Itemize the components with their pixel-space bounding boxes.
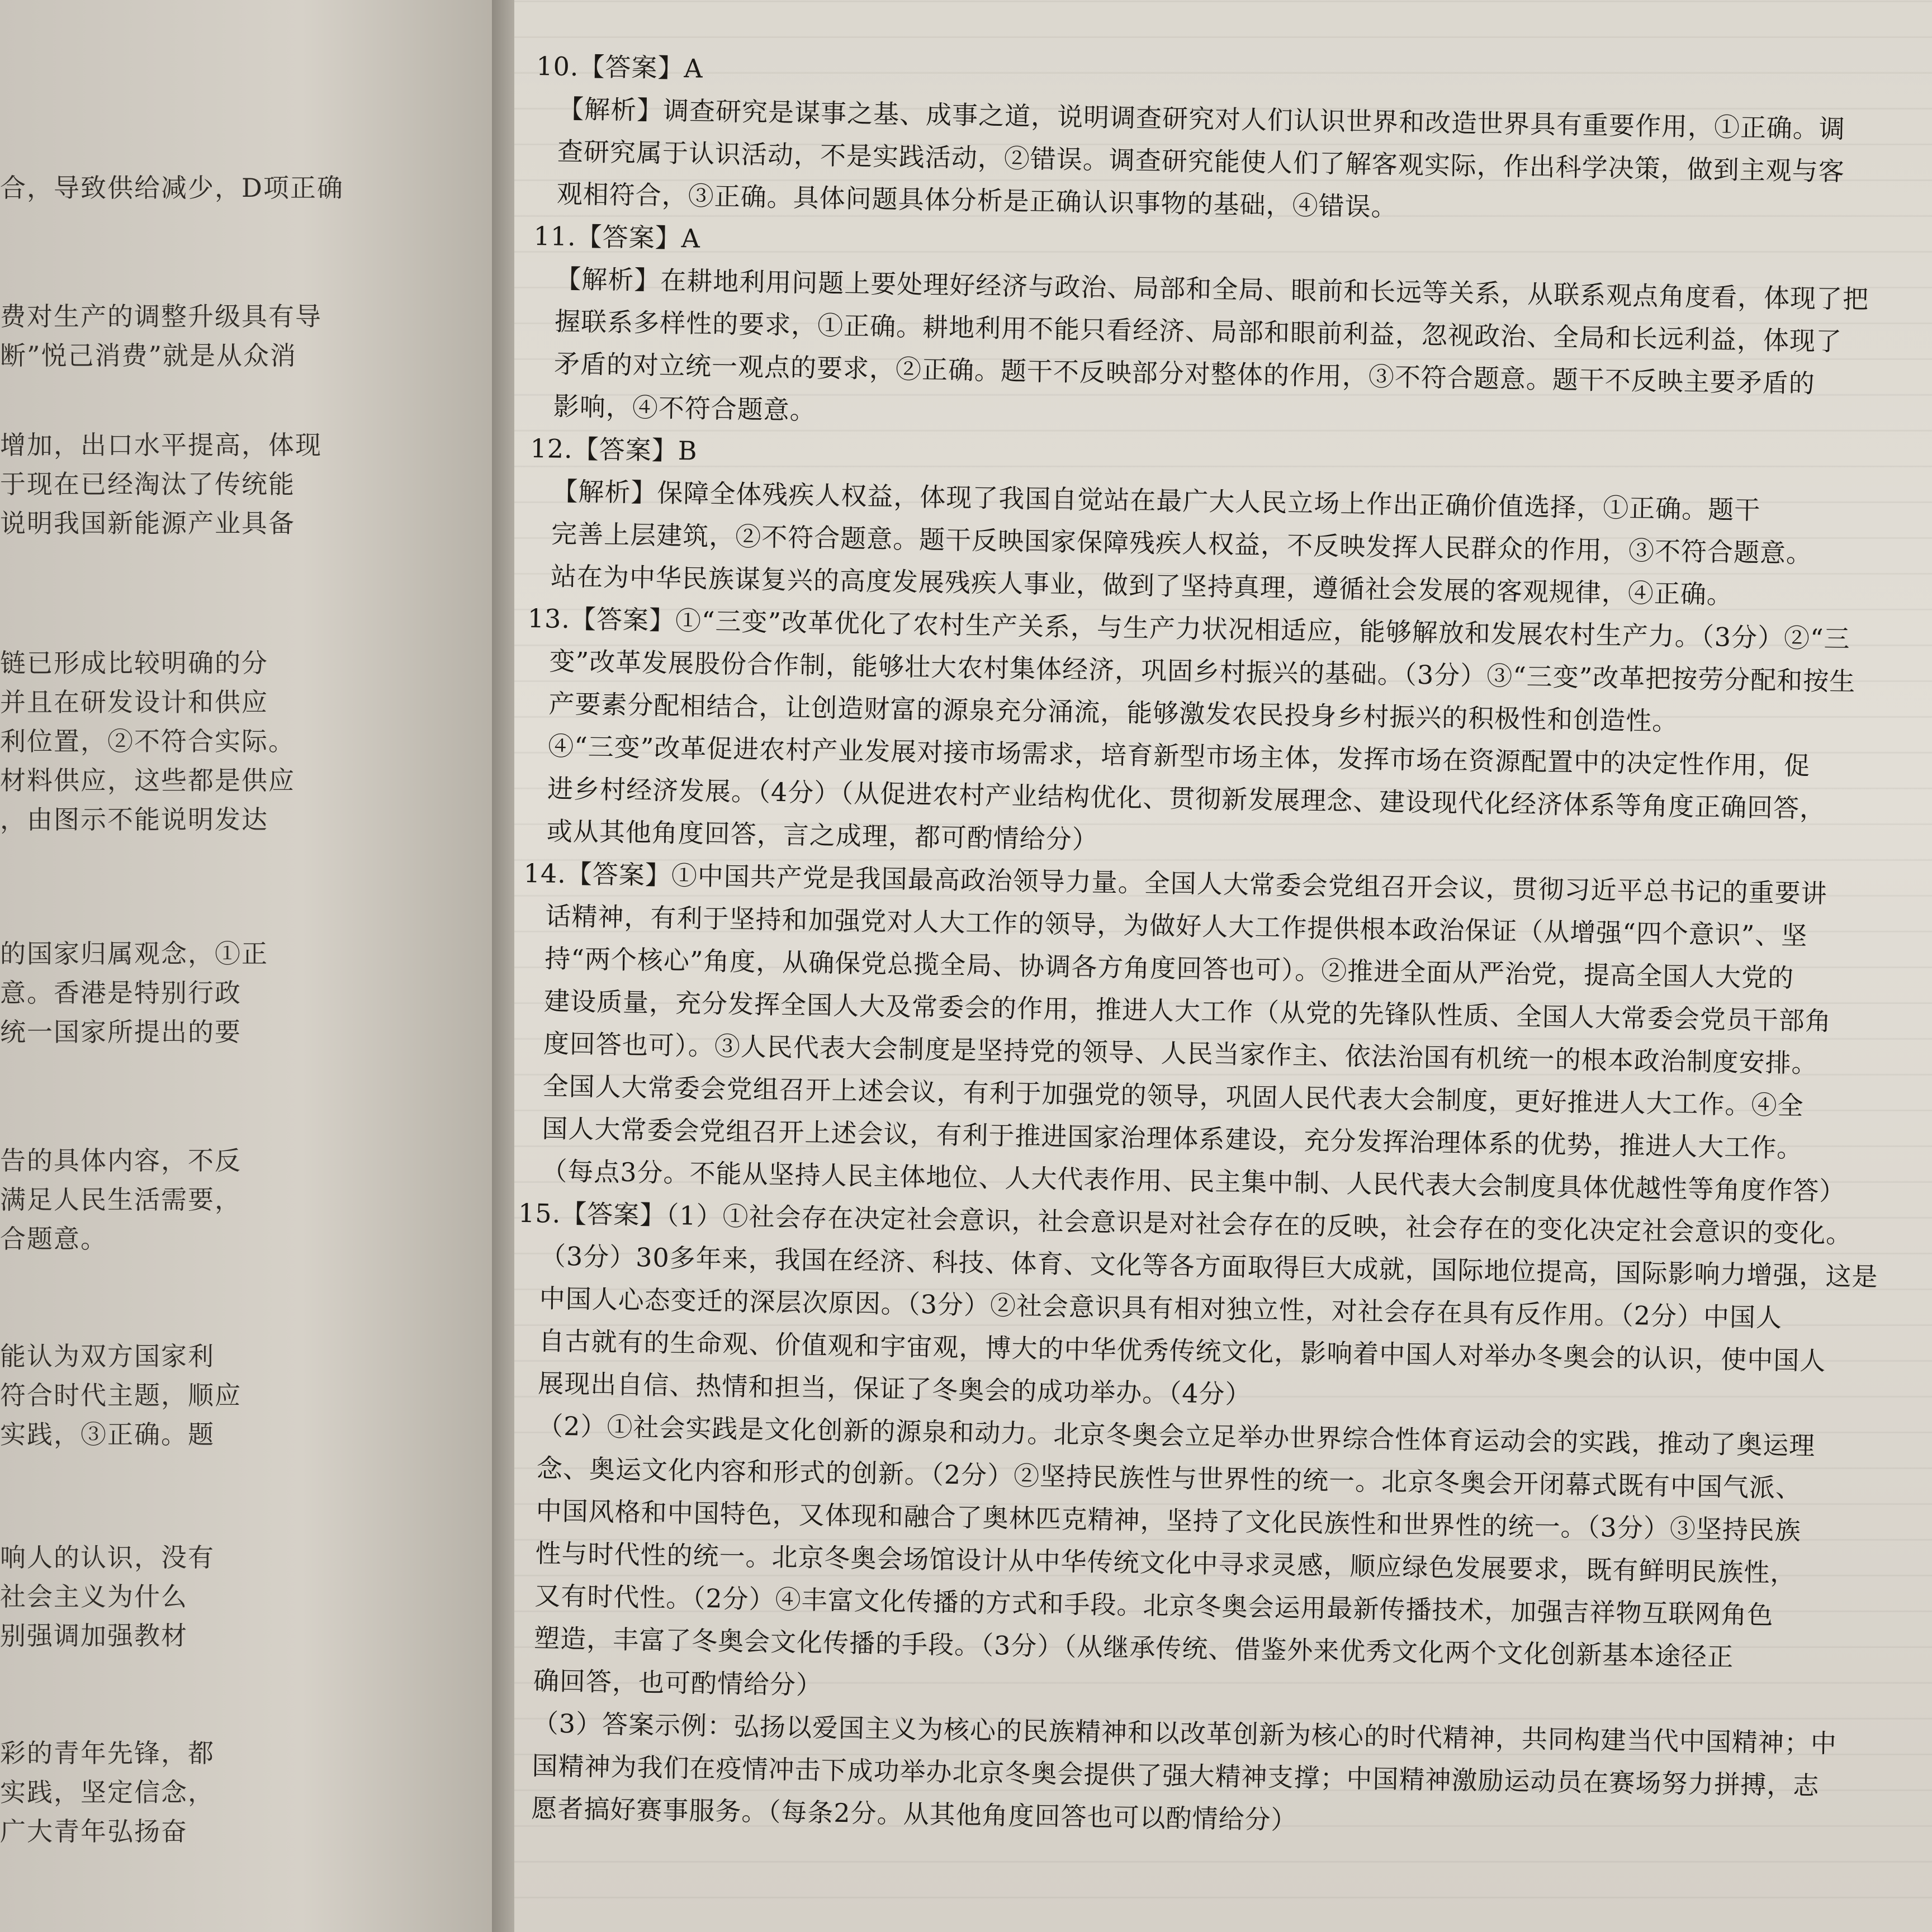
answer-text-line: 度回答也可）。③人民代表大会制度是坚持党的领导、人民当家作主、依法治国有机统一的根本政治制度安排。 bbox=[543, 1028, 1819, 1079]
left-text-line: ，由图示不能说明发达 bbox=[0, 804, 268, 835]
answer-text-line: （3）答案示例：弘扬以爱国主义为核心的民族精神和以改革创新为核心的时代精神，共同构建当代中国精神；中 bbox=[532, 1708, 1838, 1759]
answer-text-line: ④“三变”改革促进农村产业发展对接市场需求，培育新型市场主体，发挥市场在资源配置中的决定性作用，促 bbox=[547, 731, 1811, 781]
answer-text-line: 【解析】在耕地利用问题上要处理好经济与政治、局部和全局、眼前和长远等关系，从联系观点角度看，体现了把 bbox=[555, 263, 1869, 315]
answer-text-line: 自古就有的生命观、价值观和宇宙观，博大的中华优秀传统文化，影响着中国人对举办冬奥会的认识，使中国人 bbox=[538, 1325, 1826, 1376]
left-text-line: 说明我国新能源产业具备 bbox=[0, 508, 295, 538]
answer-text-line: 又有时代性。（2分）④丰富文化传播的方式和手段。北京冬奥会运用最新传播技术，加强吉祥物互联网角色 bbox=[534, 1580, 1774, 1631]
answer-text-line: 13.【答案】①“三变”改革优化了农村生产关系，与生产力状况相适应，能够解放和发展农村生产力。（3分）②“三 bbox=[527, 603, 1851, 655]
left-text-line: 统一国家所提出的要 bbox=[0, 1017, 242, 1047]
left-text-line: 费对生产的调整升级具有导 bbox=[0, 301, 322, 332]
answer-text-line: 产要素分配相结合，让创造财富的源泉充分涌流，能够激发农民投身乡村振兴的积极性和创造性。 bbox=[548, 688, 1679, 737]
left-text-line: 的国家归属观念，①正 bbox=[0, 939, 268, 969]
answer-text-line: 变”改革发展股份合作制，能够壮大农村集体经济，巩固乡村振兴的基础。（3分）③“三变”改革把按劳分配和按生 bbox=[549, 646, 1856, 697]
left-page bbox=[0, 0, 503, 1932]
answer-text-line: 中国人心态变迁的深层次原因。（3分）②社会意识具有相对独立性，对社会存在具有反作用。（2分）中国人 bbox=[539, 1283, 1783, 1333]
left-text-line: 意。香港是特别行政 bbox=[0, 978, 242, 1008]
answer-text-line: 全国人大常委会党组召开上述会议，有利于加强党的领导，巩固人民代表大会制度，更好推进人大工作。④全 bbox=[542, 1071, 1804, 1121]
answer-text-line: 进乡村经济发展。（4分）（从促进农村产业结构优化、贯彻新发展理念、建设现代化经济体系等角度正确回答， bbox=[547, 773, 1826, 824]
answer-text-line: 影响，④不符合题意。 bbox=[553, 391, 817, 425]
answer-text-line: 国人大常委会党组召开上述会议，有利于推进国家治理体系建设，充分发挥治理体系的优势，推进人大工作。 bbox=[542, 1113, 1803, 1163]
answer-text-line: （每点3分。不能从坚持人民主体地位、人大代表作用、民主集中制、人民代表大会制度具体优越性等角度作答） bbox=[541, 1156, 1846, 1207]
left-text-line: 响人的认识，没有 bbox=[0, 1542, 215, 1573]
left-text-line: 社会主义为什么 bbox=[0, 1581, 188, 1612]
answer-text-line: 或从其他角度回答，言之成理，都可酌情给分） bbox=[546, 816, 1099, 855]
answer-text-line: 建设质量，充分发挥全国人大及常委会的作用，推进人大工作（从党的先锋队性质、全国人大常委会党员干部角 bbox=[543, 986, 1832, 1036]
answer-text-line: 展现出自信、热情和担当，保证了冬奥会的成功举办。（4分） bbox=[537, 1368, 1252, 1410]
left-text-line: 满足人民生活需要， bbox=[0, 1185, 242, 1215]
left-text-line: 断”悦己消费”就是从众消 bbox=[0, 340, 297, 371]
answer-text bbox=[514, 45, 1878, 1850]
left-text-line: 于现在已经淘汰了传统能 bbox=[0, 469, 295, 499]
answer-text-line: 观相符合，③正确。具体问题具体分析是正确认识事物的基础，④错误。 bbox=[556, 178, 1398, 222]
left-text-line: 合题意。 bbox=[0, 1224, 107, 1254]
answer-text-line: （3分）30多年来，我国在经济、科技、体育、文化等各方面取得巨大成就，国际地位提高，国际影响力增强，这是 bbox=[539, 1240, 1878, 1292]
answer-text-line: 话精神，有利于坚持和加强党对人大工作的领导，为做好人大工作提供根本政治保证（从增强“四个意识”、坚 bbox=[545, 901, 1808, 951]
answer-text-line: 塑造，丰富了冬奥会文化传播的手段。（3分）（从继承传统、借鉴外来优秀文化两个文化创新基本途径正 bbox=[533, 1623, 1734, 1672]
left-text-line: 实践，坚定信念， bbox=[0, 1777, 215, 1807]
left-text-line: 并且在研发设计和供应 bbox=[0, 687, 268, 717]
answer-text-line: 愿者搞好赛事服务。（每条2分。从其他角度回答也可以酌情给分） bbox=[531, 1793, 1298, 1835]
answer-text-line: 12.【答案】B bbox=[530, 433, 698, 466]
answer-text-line: 持“两个核心”角度，从确保党总揽全局、协调各方角度回答也可）。②推进全面从严治党，提高全国人大党的 bbox=[544, 943, 1794, 993]
answer-text-line: 矛盾的对立统一观点的要求，②正确。题干不反映部分对整体的作用，③不符合题意。题干不反映主要矛盾的 bbox=[553, 348, 1816, 399]
left-text-line: 别强调加强教材 bbox=[0, 1621, 188, 1651]
answer-text-line: （2）①社会实践是文化创新的源泉和动力。北京冬奥会立足举办世界综合性体育运动会的实践，推动了奥运理 bbox=[537, 1410, 1816, 1461]
answer-text-line: 15.【答案】（1）①社会存在决定社会意识，社会意识是对社会存在的反映，社会存在的变化决定社会意识的变化。 bbox=[518, 1197, 1853, 1249]
answer-text-line: 查研究属于认识活动，不是实践活动，②错误。调查研究能使人们了解客观实际，作出科学决策，做到主观与客 bbox=[557, 136, 1845, 187]
left-text-line: 能认为双方国家利 bbox=[0, 1341, 215, 1371]
left-text-line: 合，导致供给减少，D项正确 bbox=[0, 173, 344, 203]
left-text-line: 增加，出口水平提高，体现 bbox=[0, 430, 322, 460]
left-text-line: 符合时代主题，顺应 bbox=[0, 1380, 242, 1410]
answer-text-line: 国精神为我们在疫情冲击下成功举办北京冬奥会提供了强大精神支撑；中国精神激励运动员在赛场努力拼搏，志 bbox=[532, 1750, 1820, 1801]
answer-text-line: 站在为中华民族谋复兴的高度发展残疾人事业，做到了坚持真理，遵循社会发展的客观规律，④正确。 bbox=[550, 561, 1734, 610]
answer-text-line: 完善上层建筑，②不符合题意。题干反映国家保障残疾人权益，不反映发挥人民群众的作用，③不符合题意。 bbox=[551, 518, 1813, 569]
left-text-line: 材料供应，这些都是供应 bbox=[0, 765, 295, 795]
answer-text-line: 中国风格和中国特色，又体现和融合了奥林匹克精神，坚持了文化民族性和世界性的统一。（3分）③坚持民族 bbox=[536, 1495, 1802, 1546]
answer-text-line: 性与时代性的统一。北京冬奥会场馆设计从中华传统文化中寻求灵感，顺应绿色发展要求，既有鲜明民族性， bbox=[535, 1538, 1797, 1588]
answer-text-line: 确回答，也可酌情给分） bbox=[533, 1665, 823, 1701]
answer-text-line: 【解析】保障全体残疾人权益，体现了我国自觉站在最广大人民立场上作出正确价值选择，①正确。题干 bbox=[552, 476, 1761, 525]
answer-text-line: 【解析】调查研究是谋事之基、成事之道，说明调查研究对人们认识世界和改造世界具有重要作用，①正确。调 bbox=[557, 93, 1846, 144]
left-text-line: 告的具体内容，不反 bbox=[0, 1145, 242, 1176]
left-text-line: 彩的青年先锋，都 bbox=[0, 1738, 215, 1768]
left-text-line: 链已形成比较明确的分 bbox=[0, 648, 268, 678]
answer-text-line: 念、奥运文化内容和形式的创新。（2分）②坚持民族性与世界性的统一。北京冬奥会开闭幕式既有中国气派、 bbox=[536, 1453, 1802, 1503]
left-text-line: 利位置，②不符合实际。 bbox=[0, 726, 295, 756]
left-text-line: 广大青年弘扬奋 bbox=[0, 1816, 188, 1846]
answer-text-line: 11.【答案】A bbox=[533, 220, 701, 254]
answer-text-line: 握联系多样性的要求，①正确。耕地利用不能只看经济、局部和眼前利益，忽视政治、全局和长远利益，体现了 bbox=[554, 306, 1843, 357]
left-text-line: 实践，③正确。题 bbox=[0, 1419, 215, 1450]
answer-text-line: 14.【答案】①中国共产党是我国最高政治领导力量。全国人大常委会党组召开会议，贯彻习近平总书记的重要讲 bbox=[523, 858, 1828, 909]
right-page bbox=[514, 0, 1932, 1932]
answer-text-line: 10.【答案】A bbox=[536, 50, 704, 84]
